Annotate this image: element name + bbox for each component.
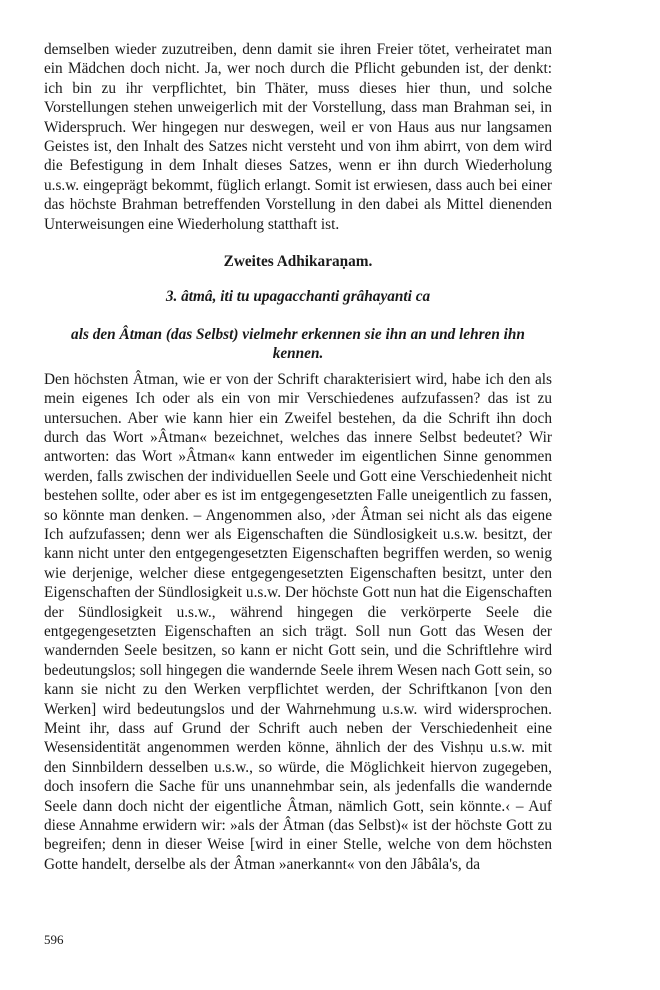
body-paragraph-2: Den höchsten Âtman, wie er von der Schrift charakterisiert wird, habe ich den als mein eigenes Ich oder als ein von mir Verschiedenes aufzufassen? das ist zu untersuchen. Aber wie kann hier ein Zweifel bestehen, da die Schrift ihn doch durch das Wort »Âtman« bezeichnet, welches das innere Selbst bedeutet? Wir antworten: das Wort »Âtman« kann entweder im eigentlichen Sinne genommen werden, falls zwischen der individuellen Seele und Gott eine Verschiedenheit nicht bestehen sollte, oder aber es ist im entgegengesetzten Falle uneigentlich zu fassen, so könnte man denken. – Angenommen also, ›der Âtman sei nicht als das eigene Ich aufzufassen; denn wer als Eigenschaften die Sündlosigkeit u.s.w. besitzt, der kann nicht unter den entgegengesetzten Eigenschaften begriffen werden, so wenig wie derjenige, welcher diese entgegengesetzten Eigenschaften besitzt, unter den Eigenschaften der Sündlosigkeit u.s.w. Der höchste Gott nun hat die Eigenschaften der Sündlosigkeit u.s.w., während hingegen die verkörperte Seele die entgegengesetzten Eigenschaften an sich trägt. Soll nun Gott das Wesen der wandernden Seele besitzen, so kann er nicht Gott sein, und die Schriftlehre wird bedeutungslos; soll hingegen die wandernde Seele ihrem Wesen nach Gott sein, so kann sie nicht zu den Werken verpflichtet werden, der Schriftkanon [von den Werken] wird bedeutungslos und der Wahrnehmung u.s.w. wird widersprochen. Meint ihr, dass auf Grund der Schrift auch neben der Verschiedenheit eine Wesensidentität angenommen werden könne, ähnlich der des Vishṇu u.s.w. mit den Sinnbildern desselben u.s.w., so würde, die Möglichkeit hiervon zugegeben, doch insofern die Sache für uns unannehmbar sein, als jedenfalls die wandernde Seele dann doch nicht der eigentliche Âtman, nämlich Gott, sein könnte.‹ – Auf diese Annahme erwidern wir: »als der Âtman (das Selbst)« ist der höchste Gott zu begreifen; denn in dieser Weise [wird in einer Stelle, welche von dem höchsten Gotte handelt, derselbe als der Âtman »anerkannt« von den Jâbâla's, da xyxy=(44,370,552,873)
section-heading: Zweites Adhikaraṇam. xyxy=(223,253,373,271)
page-number: 596 xyxy=(44,932,64,947)
page-body xyxy=(44,40,552,874)
body-paragraph-1: demselben wieder zuzutreiben, denn damit sie ihren Freier tötet, verheiratet man ein Mädchen doch nicht. Ja, wer noch durch die Pflicht gebunden ist, der denkt: ich bin zu ihr verpflichtet, bin Thäter, muss dieses hier thun, und solche Vorstellungen stehen unweigerlich mit der Vorstellung, dass man Brahman sei, in Widerspruch. Wer hingegen nur deswegen, weil er von Haus aus nur langsamen Geistes ist, den Inhalt des Satzes nicht versteht und von ihm abirrt, von dem wird die Befestigung in dem Inhalt dieses Satzes, wenn er ihn durch Wiederholung u.s.w. eingeprägt bekommt, füglich erlangt. Somit ist erwiesen, dass auch bei einer das höchste Brahman betreffenden Vorstellung in den dabei als Mittel dienenden Unterweisungen eine Wiederholung statthaft ist. xyxy=(44,41,552,233)
sutra-translation-heading: als den Âtman (das Selbst) vielmehr erkennen sie ihn an und lehren ihn kennen. xyxy=(71,325,525,363)
sutra-heading: 3. âtmâ, iti tu upagacchanti grâhayanti ca xyxy=(165,288,431,306)
